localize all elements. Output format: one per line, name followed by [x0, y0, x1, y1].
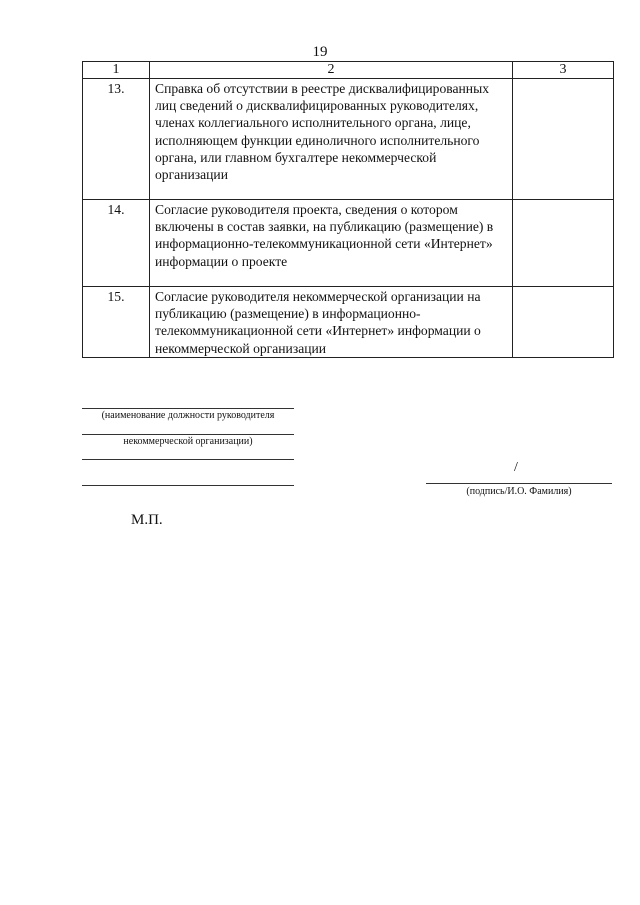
row-description: Согласие руководителя некоммерческой организации на публикацию (размещение) в информационно-телекоммуникационной сети «Интернет» информации о некоммерческой организации [150, 287, 513, 358]
row-number: 13. [83, 79, 150, 200]
row-col3 [513, 200, 614, 287]
row-number: 14. [83, 200, 150, 287]
table-row [83, 79, 614, 200]
position-line-2 [82, 434, 294, 435]
signature-caption: (подпись/И.О. Фамилия) [466, 486, 572, 497]
row-col3 [513, 287, 614, 358]
position-caption-2: некоммерческой организации) [123, 436, 253, 447]
signature-slash: / [514, 460, 518, 475]
header-col-1: 1 [83, 62, 150, 79]
position-line-3 [82, 459, 294, 460]
position-caption-1: (наименование должности руководителя [101, 410, 275, 421]
table-row [83, 200, 614, 287]
signature-line [426, 483, 612, 484]
header-col-3: 3 [513, 62, 614, 79]
table-row [83, 287, 614, 358]
documents-table [82, 61, 614, 358]
header-col-2: 2 [150, 62, 513, 79]
position-line-1 [82, 408, 294, 409]
row-number: 15. [83, 287, 150, 358]
stamp-label: М.П. [131, 512, 163, 528]
row-description: Согласие руководителя проекта, сведения о котором включены в состав заявки, на публикацию (размещение) в информационно-телекоммуникационной сети «Интернет» информации о проекте [150, 200, 513, 287]
table-header-row [83, 62, 614, 79]
row-description: Справка об отсутствии в реестре дисквалифицированных лиц сведений о дисквалифицированных руководителях, членах коллегиального исполнительного органа, лице, исполняющем функции единоличного исполнительного органа, или главном бухгалтере некоммерческой организации [150, 79, 513, 200]
position-line-4 [82, 485, 294, 486]
row-col3 [513, 79, 614, 200]
page-number: 19 [312, 44, 328, 60]
